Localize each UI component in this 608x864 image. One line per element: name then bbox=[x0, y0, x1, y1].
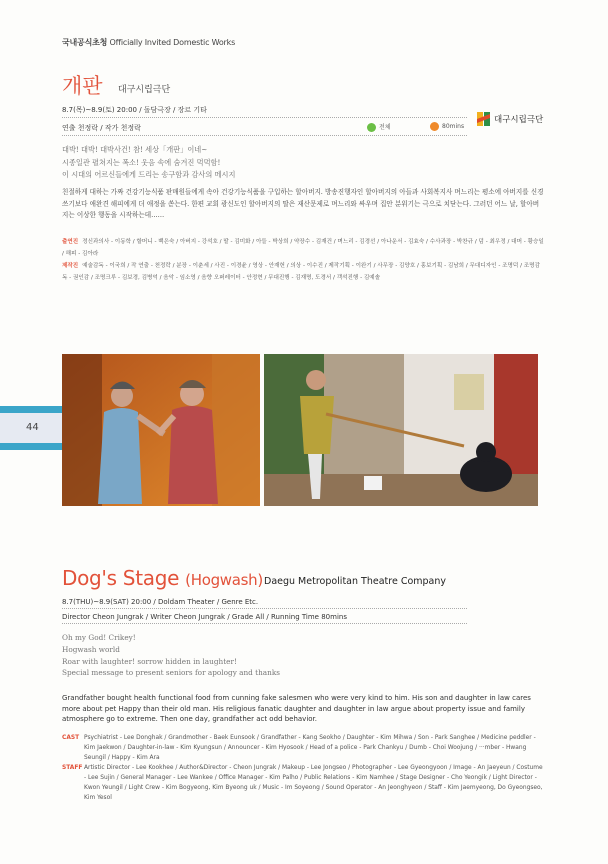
korean-cast-text: 정신과의사 - 이동학 / 할머니 - 백은숙 / 아버지 - 강석호 / 딸 - 김미화 / 아들 - 박상희 / 약장수 - 김재건 / 며느리 - 김경선 / 아나운서 - 김효숙 / 수사과장 - 박찬규 / 덤 - 최우정 / 대머 - 황승일 / 해피 - 김아라 bbox=[62, 239, 544, 257]
company-logo bbox=[476, 110, 542, 128]
english-title-main: Dog's Stage bbox=[62, 566, 180, 590]
english-staff bbox=[62, 763, 544, 803]
english-title-sub: (Hogwash) bbox=[185, 571, 263, 589]
english-director: Director Cheon Jungrak / Writer Cheon Jungrak / Grade All / Running Time 80mins bbox=[62, 613, 467, 624]
english-title bbox=[62, 566, 263, 590]
english-staff-label: STAFF bbox=[62, 765, 83, 771]
english-staff-text: Artistic Director - Lee Kookhee / Author&Director - Cheon Jungrak / Makeup - Lee Jongseo / Photographer - Lee Gyeongyoon / Image - An Jaeyeun / Costume - Lee Sujin / General Manager - Lee Wankee / Office Manager - Kim Palho / Public Relations - Kim Namhee / Stage Designer - Cho Yeongik / Light Director - Kwon Yeungil / Light Crew - Kim Bogyeong, Kim Byeong uk / Music - Im Soyeong / Sound Operator - An Jeonghyeon / Staff - Kim Jaemyeong, Do Gyeongseo, Kim Yesol bbox=[84, 765, 543, 801]
runtime-text: 80mins bbox=[442, 123, 465, 130]
grade-badge bbox=[367, 122, 391, 132]
grade-icon bbox=[367, 123, 376, 132]
korean-cast bbox=[62, 236, 544, 260]
english-cast-label: CAST bbox=[62, 735, 80, 741]
english-tagline bbox=[62, 632, 280, 679]
photo-right bbox=[264, 354, 538, 506]
korean-staff bbox=[62, 260, 544, 284]
english-tagline-line: Special message to present seniors for apology and thanks bbox=[62, 668, 281, 678]
english-company: Daegu Metropolitan Theatre Company bbox=[264, 576, 447, 587]
header-ko: 국내공식초청 bbox=[62, 38, 108, 47]
logo-mark-icon bbox=[476, 110, 492, 128]
korean-tagline-line: 시종일관 펼쳐지는 폭소! 웃음 속에 숨겨진 먹먹함! bbox=[62, 157, 221, 167]
grade-text: 전체 bbox=[379, 124, 391, 131]
english-tagline-line: Hogwash world bbox=[62, 644, 120, 654]
section-header bbox=[62, 37, 235, 48]
korean-cast-label: 출연진 bbox=[62, 239, 79, 245]
korean-director: 연출 천정락 / 작가 천정락 bbox=[62, 123, 467, 136]
korean-tagline-line: 이 시대의 어르신들에게 드리는 송구함과 감사의 메시지 bbox=[62, 170, 236, 179]
clock-icon bbox=[430, 122, 439, 131]
english-synopsis: Grandfather bought health functional food from cunning fake salesmen who were very kind to him. His son and daughter in law cares more about pet Happy than their old man. His religious fanatic daughter and daughter in law argue about property issue and family atmosphere go to extreme. Then one day, grandfather act odd behavior. bbox=[62, 694, 531, 723]
korean-schedule: 8.7(목)~8.9(토) 20:00 / 돌담극장 / 장르 기타 bbox=[62, 105, 467, 118]
runtime-badge bbox=[430, 122, 464, 131]
korean-title: 개판 bbox=[62, 74, 103, 98]
korean-credits bbox=[62, 236, 544, 284]
korean-tagline bbox=[62, 144, 235, 182]
english-tagline-line: Roar with laughter! sorrow hidden in laughter! bbox=[62, 656, 237, 666]
photo-left bbox=[62, 354, 260, 506]
english-tagline-line: Oh my God! Crikey! bbox=[62, 633, 136, 642]
korean-staff-text: 예술감독 - 이국희 / 작 연출 - 천정락 / 분장 - 이춘세 / 사진 - 이경윤 / 영상 - 안재헌 / 의상 - 이수진 / 제작기획 - 이완기 / 사무장 - 김양호 / 홍보기획 - 김남희 / 무대디자인 - 조명덕 / 조명감독 - 권인감 / 조명크루 - 김보경, 김병억 / 음악 - 임소영 / 음향 오퍼레이터 - 안정현 / 무대진행 - 김재명, 도경서 / 객석진행 - 김예솔 bbox=[62, 263, 540, 281]
korean-tagline-line: 대박! 대박! 대박사건! 참! 세상「개판」이네~ bbox=[62, 145, 208, 154]
korean-synopsis: 친절하게 대하는 가짜 건강기능식품 판매원들에게 속아 건강기능식품을 구입하는 할아버지. 방송진행자인 할아버지의 아들과 사회복지사 며느리는 평소에 아버지를 신경 쓰기보다 애완견 해피에게 더 애정을 쏟는다. 한편 교회 광신도인 할아버지의 딸은 재산문제로 며느리와 싸우며 집안 분위기는 극으로 치닫는다. 그러던 어느 날, 할아버지는 이상한 행동을 시작하는데…… bbox=[62, 188, 544, 219]
korean-staff-label: 제작진 bbox=[62, 263, 79, 269]
page-number: 44 bbox=[0, 413, 62, 443]
english-schedule: 8.7(THU)~8.9(SAT) 20:00 / Doldam Theater / Genre Etc. bbox=[62, 598, 467, 609]
korean-company: 대구시립극단 bbox=[118, 85, 171, 95]
english-cast bbox=[62, 733, 544, 763]
header-en: Officially Invited Domestic Works bbox=[109, 38, 236, 47]
logo-text: 대구시립극단 bbox=[494, 115, 544, 125]
english-cast-text: Psychiatrist - Lee Donghak / Grandmother - Baek Eunsook / Grandfather - Kang Seokho / Daughter - Kim Mihwa / Son - Park Sanghee / Medicine peddler - Kim Jaekwon / Daughter-in-law - Kim Kyungsun / Announcer - Kim Hyosook / Head of a police - Park Chankyu / Dumb - Choi Woojung / ···mber - Hwang Seungil / Happy - Kim Ara bbox=[84, 735, 536, 761]
